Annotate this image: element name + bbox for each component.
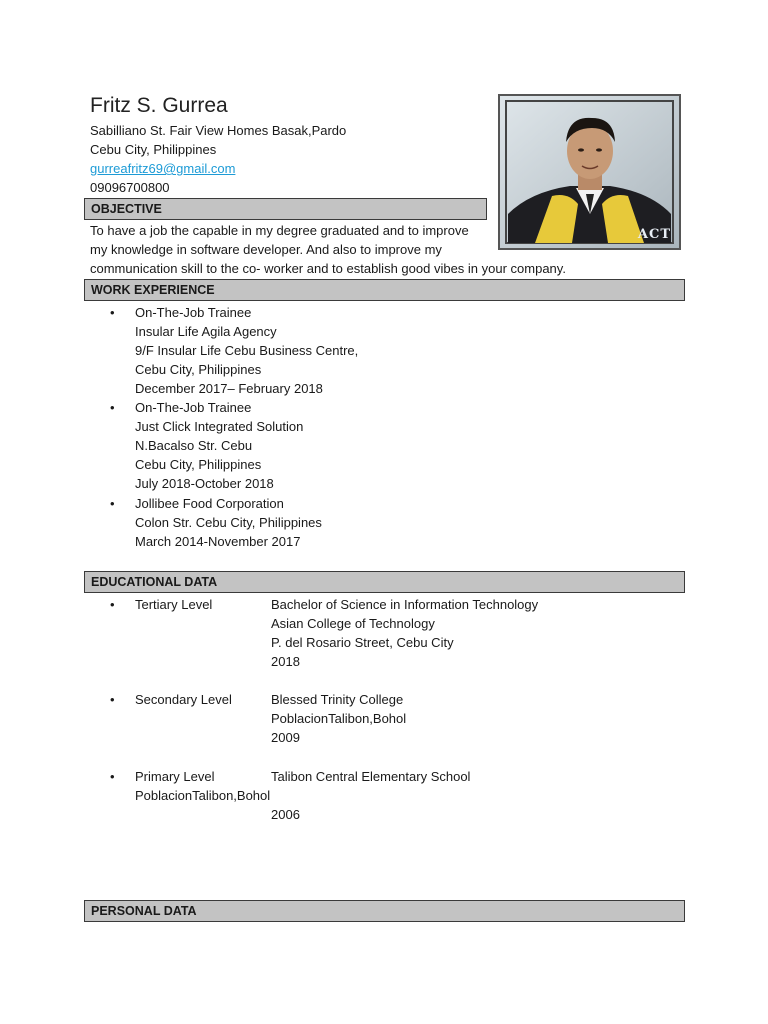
educational-data-heading: EDUCATIONAL DATA [84,571,685,593]
bullet-point: • [110,597,115,612]
profile-photo [498,94,681,250]
objective-line: communication skill to the co- worker and to establish good vibes in your company. [90,261,566,276]
objective-heading: OBJECTIVE [84,198,487,220]
objective-line: To have a job the capable in my degree graduated and to improve [90,223,469,238]
work-item-line: N.Bacalso Str. Cebu [135,438,253,453]
education-detail: Asian College of Technology [271,616,435,631]
work-item-line: Just Click Integrated Solution [135,419,304,434]
work-item-line: 9/F Insular Life Cebu Business Centre, [135,343,359,358]
work-item-line: Jollibee Food Corporation [135,496,284,511]
work-item-line: March 2014-November 2017 [135,534,301,549]
email-link[interactable]: gurreafritz69@gmail.com [90,161,236,176]
applicant-name: Fritz S. Gurrea [90,94,228,117]
education-detail: 2018 [271,654,300,669]
education-detail: Talibon Central Elementary School [271,769,471,784]
address-line-2: Cebu City, Philippines [90,142,217,157]
work-item-line: On-The-Job Trainee [135,400,252,415]
phone-number: 09096700800 [90,180,170,195]
work-item-line: Insular Life Agila Agency [135,324,277,339]
work-item-line: July 2018-October 2018 [135,476,274,491]
work-item-line: Cebu City, Philippines [135,457,262,472]
photo-badge: ACT [637,227,671,242]
education-detail: 2009 [271,730,300,745]
education-level-label: Primary Level [135,769,215,784]
work-item-line: Colon Str. Cebu City, Philippines [135,515,322,530]
bullet-point: • [110,305,115,320]
education-detail: Blessed Trinity College [271,692,404,707]
work-item-line: December 2017– February 2018 [135,381,323,396]
education-level-label: Secondary Level [135,692,232,707]
objective-line: my knowledge in software developer. And also to improve my [90,242,442,257]
work-experience-heading: WORK EXPERIENCE [84,279,685,301]
bullet-point: • [110,692,115,707]
bullet-point: • [110,496,115,511]
education-detail: PoblacionTalibon,Bohol [135,788,271,803]
address-line-1: Sabilliano St. Fair View Homes Basak,Pardo [90,123,347,138]
education-detail: P. del Rosario Street, Cebu City [271,635,454,650]
bullet-point: • [110,769,115,784]
work-item-line: Cebu City, Philippines [135,362,262,377]
education-detail: 2006 [271,807,300,822]
personal-data-heading: PERSONAL DATA [84,900,685,922]
education-detail: PoblacionTalibon,Bohol [271,711,407,726]
education-level-label: Tertiary Level [135,597,213,612]
education-detail: Bachelor of Science in Information Technology [271,597,539,612]
bullet-point: • [110,400,115,415]
work-item-line: On-The-Job Trainee [135,305,252,320]
